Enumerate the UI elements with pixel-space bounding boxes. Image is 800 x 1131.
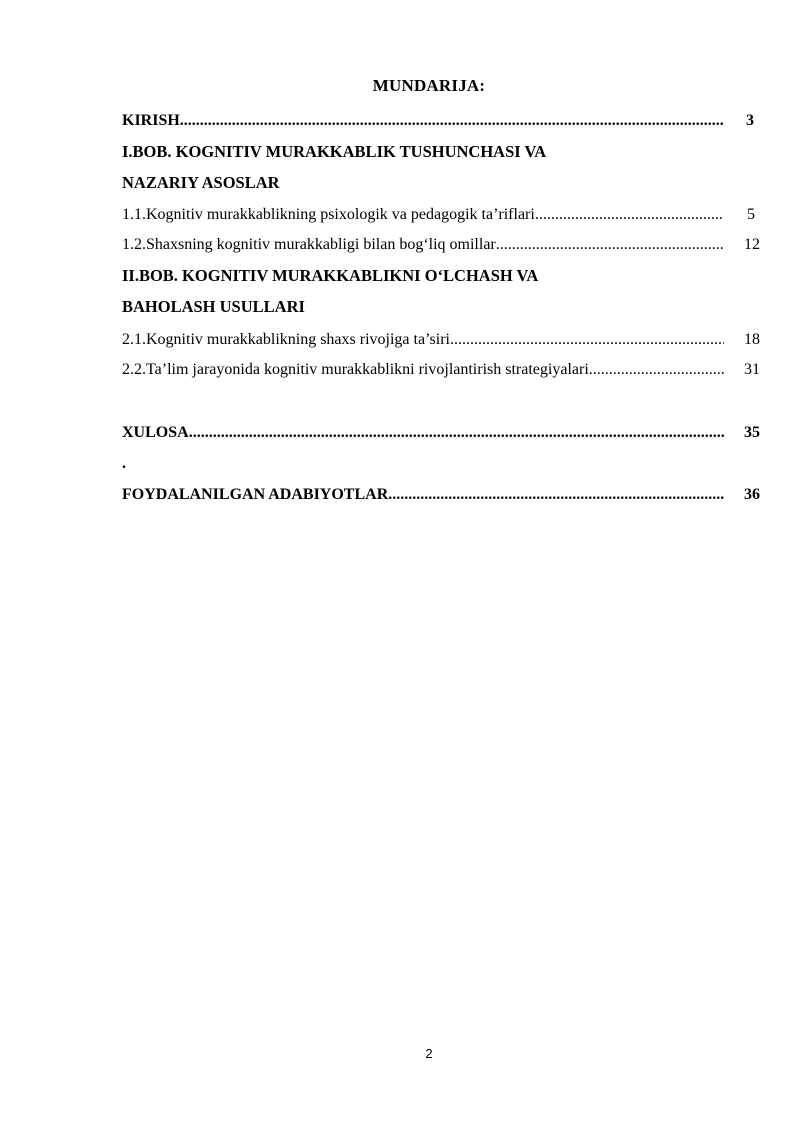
toc-entry-kirish [122,109,760,133]
toc-entry-2-2 [122,358,760,382]
toc-leader-dots [180,109,724,133]
toc-entry-label: KIRISH [122,112,180,129]
chapter-2-heading-line-2: BAHOLASH USULLARI [122,297,305,316]
toc-entry-label: 1.1.Kognitiv murakkablikning psixologik va pedagogik ta’riflari [122,206,535,223]
toc-entry-page: 36 [744,486,760,503]
toc-entry-1-1 [122,203,760,227]
toc-entry-page: 18 [744,331,760,348]
toc-entry-label: 1.2.Shaxsning kognitiv murakkabligi bilan bog‘liq omillar [122,236,496,253]
toc-leader-dots [388,483,724,507]
toc-entry-xulosa [122,421,760,445]
toc-entry-label: 2.2.Ta’lim jarayonida kognitiv murakkablikni rivojlantirish strategiyalari [122,361,589,378]
toc-entry-page: 12 [744,236,760,253]
toc-entry-label: XULOSA [122,424,189,441]
toc-entry-label: 2.1.Kognitiv murakkablikning shaxs rivojiga ta’siri [122,331,450,348]
toc-leader-dots [496,233,724,257]
chapter-1-heading-line-2: NAZARIY ASOSLAR [122,173,280,192]
toc-leader-dots [189,421,724,445]
toc-entry-page: 3 [746,112,754,129]
toc-leader-dots [535,203,724,227]
toc-leader-dots [589,358,724,382]
toc-entry-page: 5 [747,206,755,223]
toc-entry-label: FOYDALANILGAN ADABIYOTLAR [122,486,389,503]
toc-title: MUNDARIJA: [372,76,486,95]
toc-entry-1-2 [122,233,760,257]
chapter-2-heading-line-1: II.BOB. KOGNITIV MURAKKABLIKNI O‘LCHASH VA [122,266,539,285]
chapter-1-heading-line-1: I.BOB. KOGNITIV MURAKKABLIK TUSHUNCHASI VA [122,142,547,161]
toc-leader-dots [450,328,724,352]
toc-entry-adabiyotlar [122,483,760,507]
page-number: 2 [425,1046,433,1061]
toc-entry-2-1 [122,328,760,352]
toc-entry-page: 35 [744,424,760,441]
stray-dot: . [122,455,126,472]
toc-entry-page: 31 [744,361,760,378]
